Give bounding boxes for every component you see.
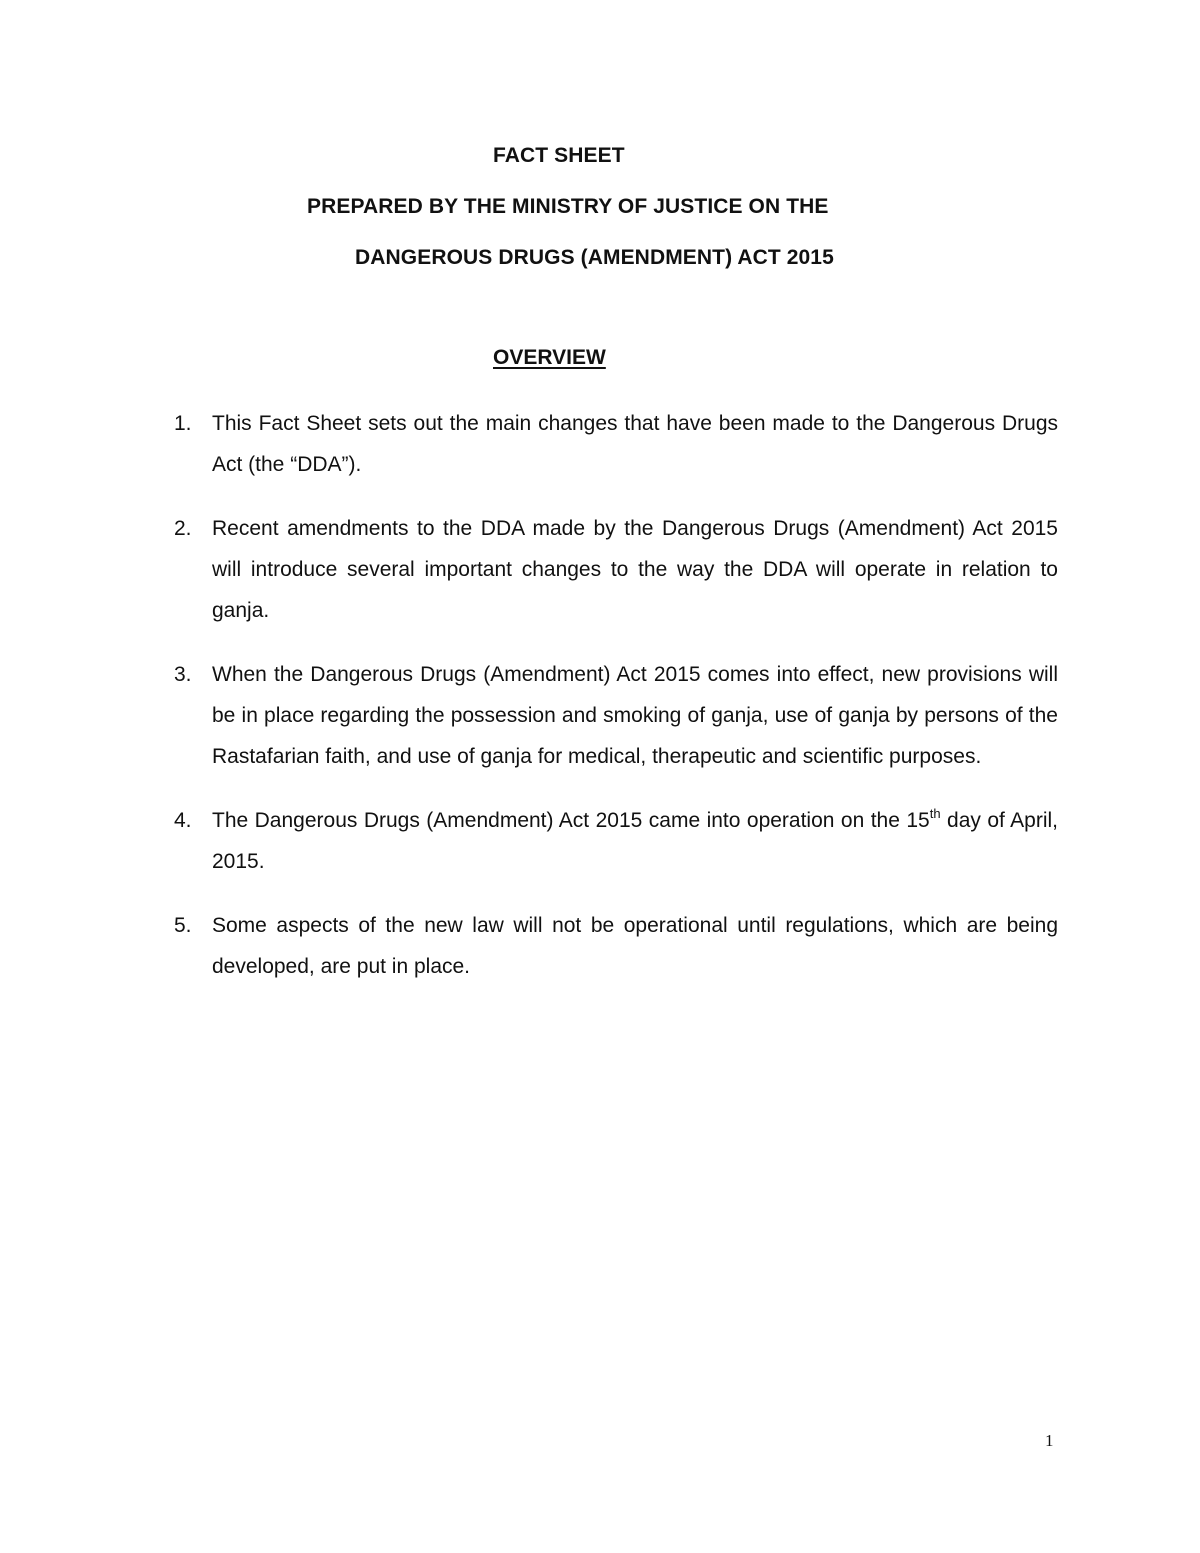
list-item — [174, 403, 1058, 485]
document-title: FACT SHEET — [493, 144, 625, 167]
overview-list — [174, 403, 1058, 1010]
list-item-number: 2. — [174, 517, 192, 540]
list-item — [174, 905, 1058, 987]
list-item-number: 3. — [174, 663, 192, 686]
list-item-text-before: The Dangerous Drugs (Amendment) Act 2015 came into operation on the 15 — [212, 809, 930, 832]
list-item-text — [212, 800, 1058, 882]
list-item-text: Some aspects of the new law will not be operational until regulations, which are being developed, are put in place. — [212, 914, 1058, 978]
list-item — [174, 654, 1058, 777]
ordinal-superscript: th — [929, 806, 941, 821]
list-item — [174, 800, 1058, 882]
list-item-number: 4. — [174, 809, 192, 832]
list-item — [174, 508, 1058, 631]
section-heading-overview: OVERVIEW — [493, 346, 606, 369]
list-item-text-after: day of April, 2015. — [212, 809, 1058, 873]
list-item-text: When the Dangerous Drugs (Amendment) Act 2015 comes into effect, new provisions will be in place regarding the possession and smoking of ganja, use of ganja by persons of the Rastafarian faith, and use of ganja for medical, therapeutic and scientific purposes. — [212, 663, 1058, 768]
page-number: 1 — [1045, 1431, 1054, 1450]
document-subtitle-line-2: DANGEROUS DRUGS (AMENDMENT) ACT 2015 — [355, 246, 834, 269]
document-subtitle-line-1: PREPARED BY THE MINISTRY OF JUSTICE ON THE — [307, 195, 829, 218]
list-item-text: Recent amendments to the DDA made by the Dangerous Drugs (Amendment) Act 2015 will introduce several important changes to the way the DDA will operate in relation to ganja. — [212, 517, 1058, 622]
list-item-number: 5. — [174, 914, 192, 937]
list-item-text: This Fact Sheet sets out the main changes that have been made to the Dangerous Drugs Act (the “DDA”). — [212, 412, 1058, 476]
list-item-number: 1. — [174, 412, 192, 435]
